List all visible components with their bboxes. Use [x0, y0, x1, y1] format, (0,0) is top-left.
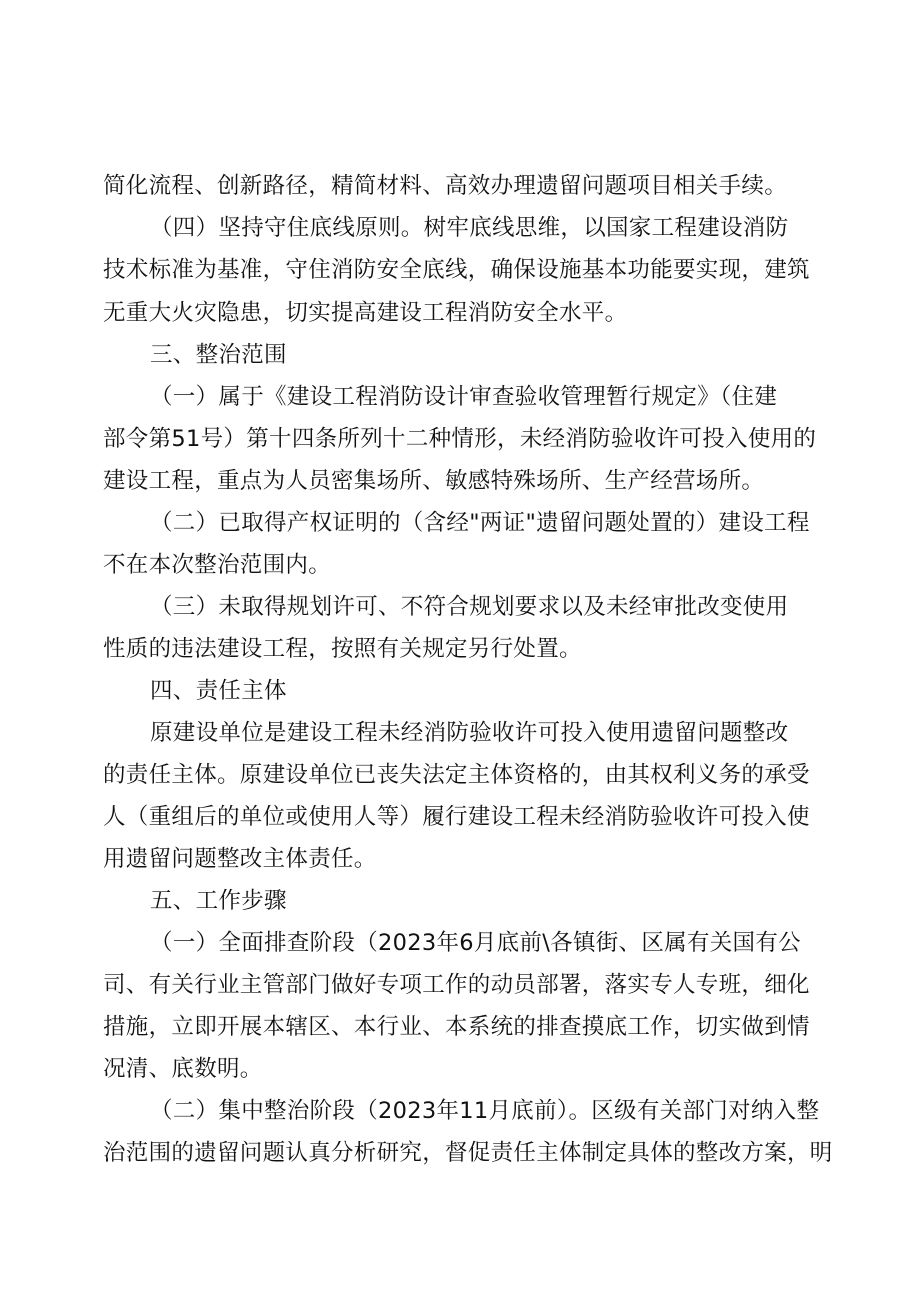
heading-work-steps: 五、工作步骤 [150, 888, 287, 914]
scope-item-3: （三）未取得规划许可、不符合规划要求以及未经审批改变使用 [150, 594, 789, 620]
text-line-7: 部令第51号）第十四条所列十二种情形，未经消防验收许可投入使用的 [103, 426, 817, 452]
text-line-1: 简化流程、创新路径，精简材料、高效办理遗留问题项目相关手续。 [103, 173, 788, 199]
text-line-16: 人（重组后的单位或使用人等）履行建设工程未经消防验收许可投入使 [103, 804, 810, 830]
heading-responsibility: 四、责任主体 [150, 678, 287, 704]
text-line-15: 的责任主体。原建设单位已丧失法定主体资格的，由其权利义务的承受 [103, 762, 810, 788]
text-line-24: 治范围的遗留问题认真分析研究，督促责任主体制定具体的整改方案，明 [103, 1140, 833, 1166]
text-line-3: 技术标准为基准，守住消防安全底线，确保设施基本功能要实现，建筑 [103, 257, 810, 283]
step-item-1: （一）全面排查阶段（2023年6月底前\各镇街、区属有关国有公 [150, 930, 801, 956]
text-line-10: 不在本次整治范围内。 [103, 552, 332, 578]
section-four-principle: （四）坚持守住底线原则。树牢底线思维，以国家工程建设消防 [150, 215, 789, 241]
responsibility-paragraph: 原建设单位是建设工程未经消防验收许可投入使用遗留问题整改 [150, 720, 789, 746]
text-line-21: 措施，立即开展本辖区、本行业、本系统的排查摸底工作，切实做到情 [103, 1014, 810, 1040]
text-line-8: 建设工程，重点为人员密集场所、敏感特殊场所、生产经营场所。 [103, 468, 765, 494]
text-line-4: 无重大火灾隐患，切实提高建设工程消防安全水平。 [103, 300, 628, 326]
text-line-17: 用遗留问题整改主体责任。 [103, 846, 377, 872]
scope-item-1: （一）属于《建设工程消防设计审查验收管理暂行规定》（住建 [150, 384, 778, 410]
text-line-20: 司、有关行业主管部门做好专项工作的动员部署，落实专人专班，细化 [103, 972, 810, 998]
step-item-2: （二）集中整治阶段（2023年11月底前）。区级有关部门对纳入整 [150, 1098, 820, 1124]
text-line-22: 况清、底数明。 [103, 1056, 263, 1082]
scope-item-2: （二）已取得产权证明的（含经"两证"遗留问题处置的）建设工程 [150, 510, 810, 536]
text-line-12: 性质的违法建设工程，按照有关规定另行处置。 [103, 636, 582, 662]
heading-scope: 三、整治范围 [150, 342, 287, 368]
